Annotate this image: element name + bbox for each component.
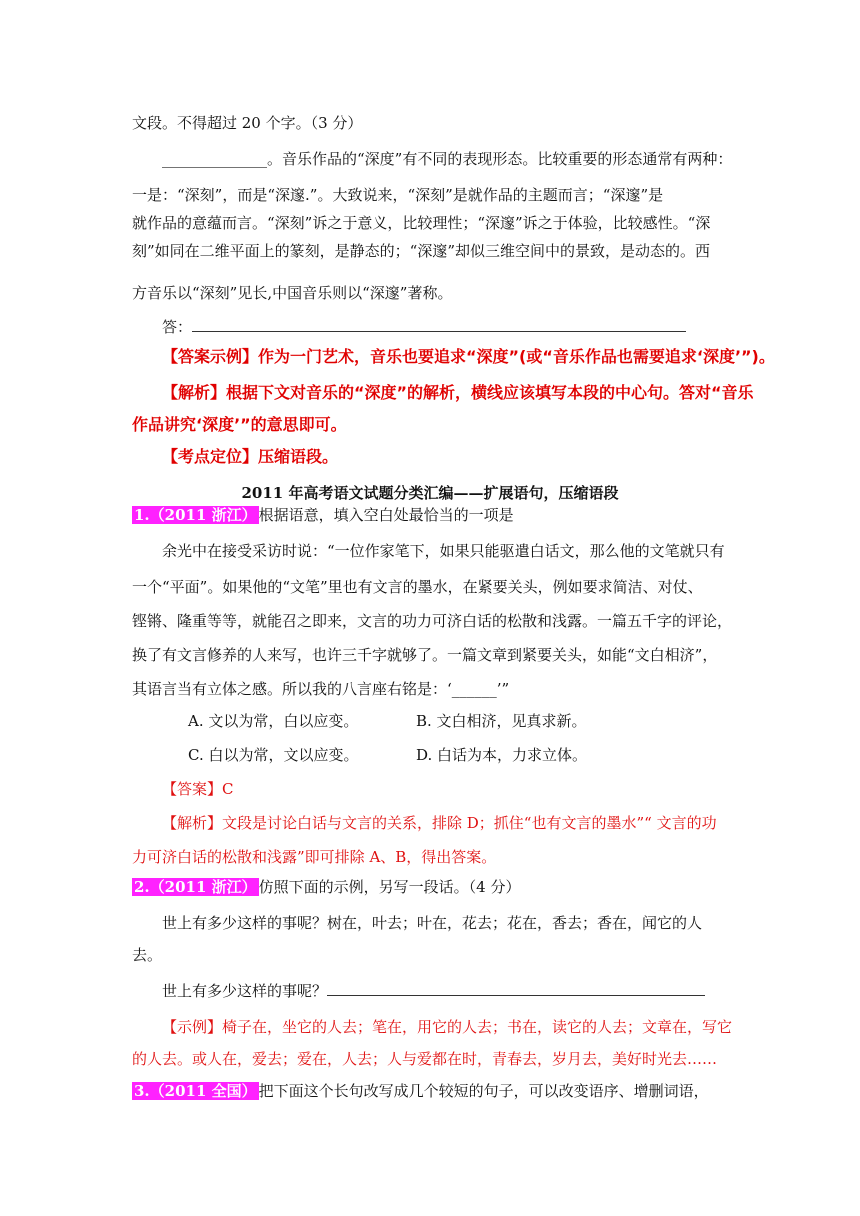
section-heading: 2011 年高考语文试题分类汇编——扩展语句，压缩语段: [241, 484, 619, 502]
q2-underline: [327, 981, 705, 996]
q2-example-2: 的人去。或人在，爱去；爱在，人去；人与爱都在时，青春去，岁月去，美好时光去……: [132, 1050, 718, 1068]
option-b: B. 文白相济，见真求新。: [416, 712, 587, 730]
top-line-1: 文段。不得超过 20 个字。（3 分）: [132, 114, 363, 132]
point-line: 【考点定位】压缩语段。: [162, 447, 339, 466]
option-a: A. 文以为常，白以应变。: [188, 712, 359, 730]
top-line-6: 方音乐以“深刻”见长,中国音乐则以“深邃”著称。: [132, 284, 453, 302]
answer-underline: [192, 317, 686, 332]
answer-example: 【答案示例】作为一门艺术，音乐也要追求“深度”(或“音乐作品也需要追求‘深度’”)。: [162, 347, 775, 366]
option-c: C. 白以为常，文以应变。: [188, 746, 359, 764]
q2-tag: 2.（2011 浙江）: [134, 878, 257, 896]
answer-label: 答：: [162, 318, 193, 336]
q2-para-3: [162, 980, 705, 1002]
q3-tag: 3.（2011 全国）: [134, 1082, 257, 1100]
q1-para-1: 余光中在接受采访时说：“一位作家笔下，如果只能驱遣白话文，那么他的文笔就只有: [162, 542, 725, 560]
q1-answer: 【答案】C: [162, 780, 234, 798]
q2-para-1: 世上有多少这样的事呢？树在，叶去；叶在，花去；花在，香去；香在，闻它的人: [162, 914, 703, 932]
analysis-line-1: 【解析】根据下文对音乐的“深度”的解析，横线应该填写本段的中心句。答对“音乐: [162, 383, 754, 402]
q2-header: [132, 876, 520, 898]
top-line-5: 刻”如同在二维平面上的篆刻，是静态的；“深邃”却似三维空间中的景致，是动态的。西: [132, 242, 711, 260]
q1-header: [132, 504, 514, 526]
q1-para-2: 一个“平面”。如果他的“文笔”里也有文言的墨水，在紧要关头，例如要求简洁、对仗、: [132, 578, 703, 596]
option-d: D. 白话为本，力求立体。: [416, 746, 588, 764]
q3-header: [132, 1080, 709, 1102]
q1-para-5: 其语言当有立体之感。所以我的八言座右铭是：‘______’”: [132, 680, 510, 698]
top-line-2-text: 。音乐作品的“深度”有不同的表现形态。比较重要的形态通常有两种：: [267, 150, 733, 168]
q1-stem: 根据语意，填入空白处最恰当的一项是: [258, 506, 514, 524]
fill-blank: ______________: [162, 150, 267, 168]
q1-para-4: 换了有文言修养的人来写，也许三千字就够了。一篇文章到紧要关头，如能“文白相济”，: [132, 646, 718, 664]
top-line-3: 一是：“深刻”，而是“深邃.”。大致说来，“深刻”是就作品的主题而言；“深邃”是: [132, 186, 664, 204]
q2-para-2: 去。: [132, 946, 163, 964]
q1-analysis-1: 【解析】文段是讨论白话与文言的关系，排除 D；抓住“也有文言的墨水”“ 文言的功: [162, 814, 717, 832]
q2-stem: 仿照下面的示例，另写一段话。（4 分）: [258, 878, 521, 896]
q3-stem: 把下面这个长句改写成几个较短的句子，可以改变语序、增删词语，: [258, 1082, 709, 1100]
top-line-4: 就作品的意蕴而言。“深刻”诉之于意义，比较理性；“深邃”诉之于体验，比较感性。“深: [132, 214, 711, 232]
q1-tag: 1.（2011 浙江）: [134, 506, 257, 524]
q2-example-1: 【示例】椅子在，坐它的人去；笔在，用它的人去；书在，读它的人去；文章在，写它: [162, 1018, 733, 1036]
analysis-line-2: 作品讲究‘深度’”的意思即可。: [132, 415, 347, 434]
q1-para-3: 铿锵、隆重等等，就能召之即来，文言的功力可济白话的松散和浅露。一篇五千字的评论，: [132, 612, 733, 630]
q1-analysis-2: 力可济白话的松散和浅露”即可排除 A、B，得出答案。: [132, 848, 497, 866]
top-line-2: [162, 148, 732, 170]
q2-prompt: 世上有多少这样的事呢？: [162, 982, 328, 1000]
answer-line: [162, 316, 686, 338]
